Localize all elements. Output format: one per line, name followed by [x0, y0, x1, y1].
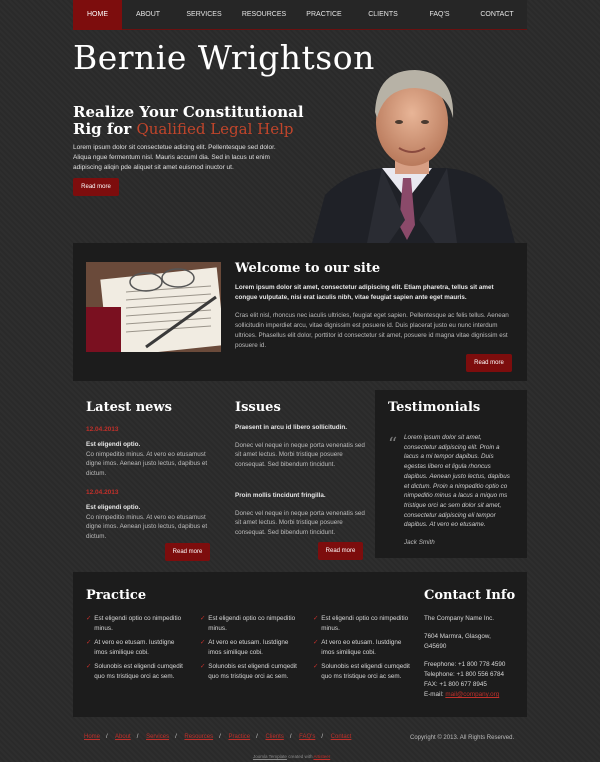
hero-text: Lorem ipsum dolor sit consectetue adicing elit. Pellentesque sed dolor. Aliqua ngue fermentum nisl. Mauris accuml dia. Sed in lacus ut enim adipiscing aliqin pde aliquet sit amet euismod inuctor ut. [73, 144, 276, 171]
footer-separator: / [256, 734, 258, 740]
issue-item [235, 423, 370, 469]
testimonial-quote: Lorem ipsum dolor sit amet, consectetur adipiscing elit. Proin a lacus a mi tempor dapibus. Duis egestas libero et ligula rhoncus dapibus. Aenean justo lectus, dapibus et dictum. Proin a nimpeditio optio co nimpeditio minus a lacus a miquo ms tristique orci ac sem dolor sit amet, consectetur adipiscing eli tempor dapibus. At vero eo etusame. [404, 434, 510, 529]
practice-column-3 [313, 614, 413, 681]
practice-title: Practice [86, 588, 147, 603]
footer-link-practice[interactable]: Practice [228, 734, 251, 740]
news-heading[interactable]: Est eligendi optio. [86, 504, 141, 511]
hero-title-accent: Qualified Legal Help [136, 120, 294, 138]
practice-item[interactable] [313, 638, 413, 657]
issue-text [235, 491, 370, 501]
testimonials-title: Testimonials [388, 400, 481, 415]
hero-read-more-button[interactable]: Read more [73, 178, 119, 196]
practice-item[interactable] [86, 638, 186, 657]
legal-document-image [86, 262, 221, 352]
latest-news-section [86, 400, 216, 541]
practice-item-text: At vero eo etusam. Iustdigne imos similique cobi. [94, 639, 175, 656]
welcome-lead: Lorem ipsum dolor sit amet, consectetur adipiscing elit. Etiam pharetra, tellus sit amet congue vulputate, nisi erat iaculis nibh, vitae feugiat sapien ante eget mauris. [235, 284, 494, 301]
nav-practice[interactable]: PRACTICE [306, 11, 342, 18]
check-icon: ✓ [86, 663, 92, 670]
news-item [86, 426, 216, 478]
credit-mid: created with [286, 754, 314, 759]
nav-faqs[interactable]: FAQ'S [429, 11, 450, 18]
footer-credit [253, 754, 330, 759]
issues-title: Issues [235, 400, 281, 415]
welcome-panel [73, 243, 527, 381]
practice-column-2 [200, 614, 300, 681]
contact-title: Contact Info [424, 588, 516, 603]
latest-news-title: Latest news [86, 400, 172, 415]
footer-link-home[interactable]: Home [84, 734, 101, 740]
news-text [86, 503, 216, 541]
footer-separator: / [219, 734, 221, 740]
news-body: Co nimpeditio minus. At vero eo etusamust digne imos. Aenean justo lectus, dapibus et dictum. [86, 513, 208, 540]
check-icon: ✓ [313, 615, 319, 622]
issue-heading[interactable]: Proin mollis tincidunt fringilla. [235, 492, 326, 499]
practice-item[interactable] [313, 662, 413, 681]
footer-copyright: Copyright © 2013. All Rights Reserved. [410, 735, 515, 741]
contact-email-label: E-mail: [424, 691, 446, 698]
contact-details [424, 614, 524, 700]
footer-link-contact[interactable]: Contact [330, 734, 352, 740]
practice-item-text: Solunobis est eligendi cumqedit quo ms tristique orci ac sem. [208, 663, 297, 680]
lawyer-portrait-image [307, 60, 517, 243]
news-item [86, 489, 216, 541]
issue-body: Donec vel neque in neque porta venenatis sed sit amet lectus. Morbi tristique posuere consequat. Sed bibendum tincidunt. [235, 441, 365, 468]
site-brand[interactable]: Bernie Wrightson [73, 38, 375, 77]
footer-link-services[interactable]: Services [146, 734, 170, 740]
contact-address1: 7604 Marmra, Glasgow, [424, 633, 491, 640]
footer-separator: / [136, 734, 139, 740]
practice-item-text: Est eligendi optio co nimpeditio minus. [321, 615, 409, 632]
credit-tool-link[interactable]: Artisteer [313, 754, 331, 759]
practice-item-text: Est eligendi optio co nimpeditio minus. [208, 615, 296, 632]
issue-item [235, 491, 370, 537]
practice-item-text: At vero eo etusam. Iustdigne imos similique cobi. [208, 639, 289, 656]
nav-contact[interactable]: CONTACT [480, 11, 514, 18]
footer-link-faqs[interactable]: FAQ's [299, 734, 316, 740]
check-icon: ✓ [200, 639, 206, 646]
check-icon: ✓ [86, 639, 92, 646]
footer-link-about[interactable]: About [115, 734, 131, 740]
issue-body: Donec vel neque in neque porta venenatis sed sit amet lectus. Morbi tristique posuere consequat. Sed bibendum tincidunt. [235, 509, 365, 536]
practice-item[interactable] [200, 638, 300, 657]
check-icon: ✓ [86, 615, 92, 622]
practice-item[interactable] [200, 662, 300, 681]
hero-title-line2 [73, 121, 313, 138]
practice-item[interactable] [313, 614, 413, 633]
nav-clients[interactable]: CLIENTS [368, 11, 398, 18]
nav-services[interactable]: SERVICES [186, 11, 222, 18]
nav-resources[interactable]: RESOURCES [241, 11, 287, 18]
practice-item-text: Solunobis est eligendi cumqedit quo ms tristique orci ac sem. [94, 663, 183, 680]
practice-item-text: At vero eo etusam. Iustdigne imos similique cobi. [321, 639, 402, 656]
nav-home[interactable]: HOME [73, 0, 122, 30]
welcome-title: Welcome to our site [235, 261, 381, 276]
issue-text [235, 423, 370, 433]
footer-links [84, 734, 351, 740]
practice-column-1 [86, 614, 186, 681]
practice-item[interactable] [86, 614, 186, 633]
issue-heading[interactable]: Praesent in arcu id libero sollicitudin. [235, 424, 347, 431]
check-icon: ✓ [200, 663, 206, 670]
footer-separator: / [106, 734, 108, 740]
credit-template-link[interactable]: Joomla Template [253, 754, 287, 759]
quote-icon: “ [388, 434, 398, 455]
contact-email-row [424, 690, 524, 700]
contact-telephone: Telephone: +1 800 556 6784 [424, 671, 505, 678]
footer-separator: / [321, 734, 323, 740]
hero-title-line1: Realize Your Constitutional [73, 103, 304, 121]
nav-about[interactable]: ABOUT [135, 11, 161, 18]
issues-read-more-button[interactable]: Read more [318, 542, 363, 560]
news-text [86, 440, 216, 478]
check-icon: ✓ [200, 615, 206, 622]
news-heading[interactable]: Est eligendi optio. [86, 441, 141, 448]
welcome-read-more-button[interactable]: Read more [466, 354, 512, 372]
practice-item[interactable] [86, 662, 186, 681]
contact-fax: FAX: +1 800 677 8945 [424, 681, 487, 688]
welcome-body: Cras elit nisl, rhoncus nec iaculis ultricies, feugiat eget sapien. Pellentesque ac felis tellus. Aenean sollicitudin imperdiet arcu, vitae dignissim est posuere id. Duis placerat justo eu nunc interdum ultrices. Phasellus elit dolor, porttitor id consectetur sit amet, posuere id magna vitae dignissim est posuere id. [235, 312, 509, 349]
practice-item[interactable] [200, 614, 300, 633]
news-read-more-button[interactable]: Read more [165, 543, 210, 561]
hero-title-prefix: Rig for [73, 120, 137, 138]
issues-section [235, 400, 370, 537]
footer-separator: / [289, 734, 292, 740]
footer-link-resources[interactable]: Resources [184, 734, 214, 740]
practice-item-text: Est eligendi optio co nimpeditio minus. [94, 615, 182, 632]
news-body: Co nimpeditio minus. At vero eo etusamust digne imos. Aenean justo lectus, dapibus et dictum. [86, 450, 208, 477]
check-icon: ✓ [313, 663, 319, 670]
main-nav [73, 0, 527, 30]
contact-company: The Company Name Inc. [424, 615, 494, 622]
practice-item-text: Solunobis est eligendi cumqedit quo ms tristique orci ac sem. [321, 663, 410, 680]
contact-email-link[interactable]: mail@company.org [445, 691, 500, 698]
testimonial-author: Jack Smith [404, 539, 435, 546]
practice-contact-panel [73, 572, 527, 717]
testimonials-section [375, 390, 527, 558]
news-date: 12.04.2013 [86, 489, 119, 496]
check-icon: ✓ [313, 639, 319, 646]
footer-separator: / [175, 734, 177, 740]
contact-address2: G45690 [424, 643, 447, 650]
contact-freephone: Freephone: +1 800 778 4590 [424, 661, 506, 668]
footer-link-clients[interactable]: Clients [265, 734, 284, 740]
news-date: 12.04.2013 [86, 426, 119, 433]
hero-title [73, 104, 313, 138]
